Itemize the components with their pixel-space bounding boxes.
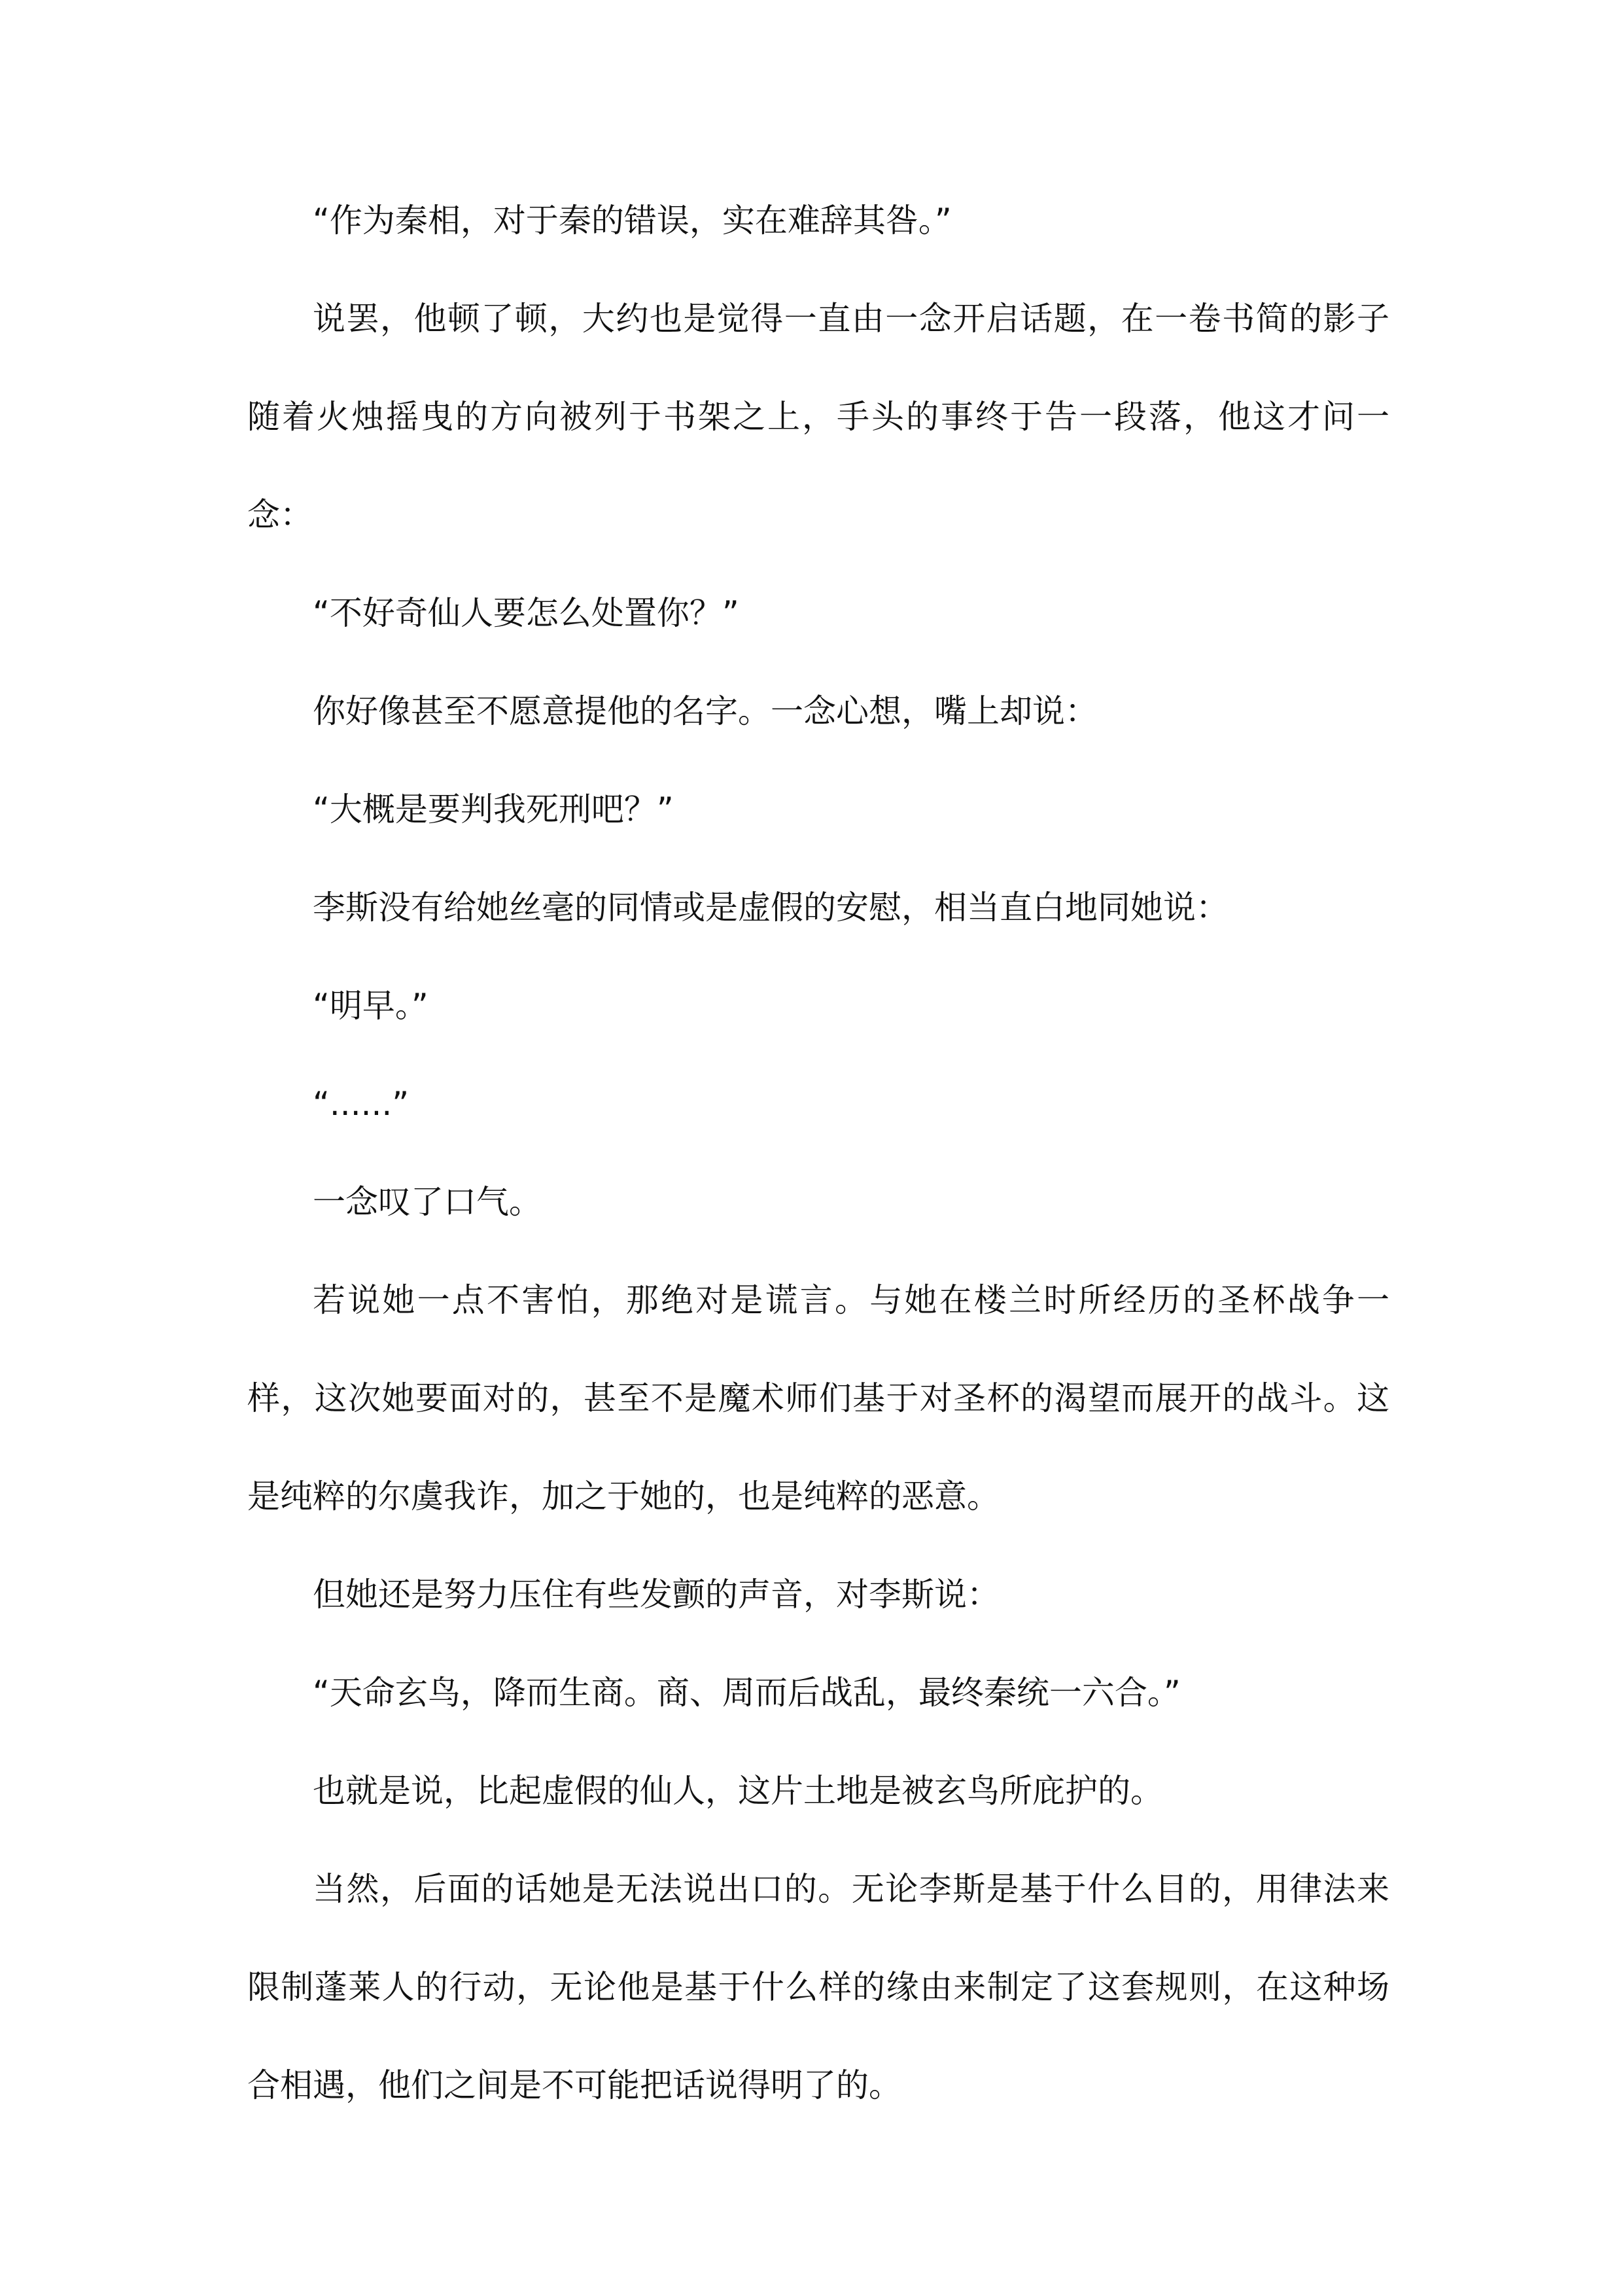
paragraph-13: 也就是说，比起虚假的仙人，这片土地是被玄鸟所庇护的。 — [313, 1772, 1163, 1810]
document-page — [247, 171, 1389, 2134]
paragraph-3: “不好奇仙人要怎么处置你？” — [313, 594, 739, 632]
paragraph-4: 你好像甚至不愿意提他的名字。一念心想，嘴上却说： — [313, 692, 1098, 730]
paragraph-9: 一念叹了口气。 — [313, 1183, 542, 1221]
paragraph-6: 李斯没有给她丝毫的同情或是虚假的安慰，相当直白地同她说： — [313, 889, 1229, 927]
paragraph-5: “大概是要判我死刑吧？” — [313, 790, 674, 828]
paragraph-1: “作为秦相，对于秦的错误，实在难辞其咎。” — [313, 202, 952, 239]
paragraph-8: “......” — [313, 1085, 410, 1123]
paragraph-12: “天命玄鸟，降而生商。商、周而后战乱，最终秦统一六合。” — [313, 1674, 1181, 1712]
paragraph-2: 说罢，他顿了顿，大约也是觉得一直由一念开启话题，在一卷书简的影子随着火烛摇曳的方向被列于书架之上，手头的事终于告一段落，他这才问一念： — [247, 300, 1389, 534]
paragraph-7: “明早。” — [313, 987, 428, 1025]
paragraph-10: 若说她一点不害怕，那绝对是谎言。与她在楼兰时所经历的圣杯战争一样，这次她要面对的，甚至不是魔术师们基于对圣杯的渴望而展开的战斗。这是纯粹的尔虞我诈，加之于她的，也是纯粹的恶意。 — [247, 1281, 1389, 1515]
paragraph-14: 当然，后面的话她是无法说出口的。无论李斯是基于什么目的，用律法来限制蓬莱人的行动，无论他是基于什么样的缘由来制定了这套规则，在这种场合相遇，他们之间是不可能把话说得明了的。 — [247, 1870, 1389, 2104]
paragraph-11: 但她还是努力压住有些发颤的声音，对李斯说： — [313, 1576, 1000, 1614]
